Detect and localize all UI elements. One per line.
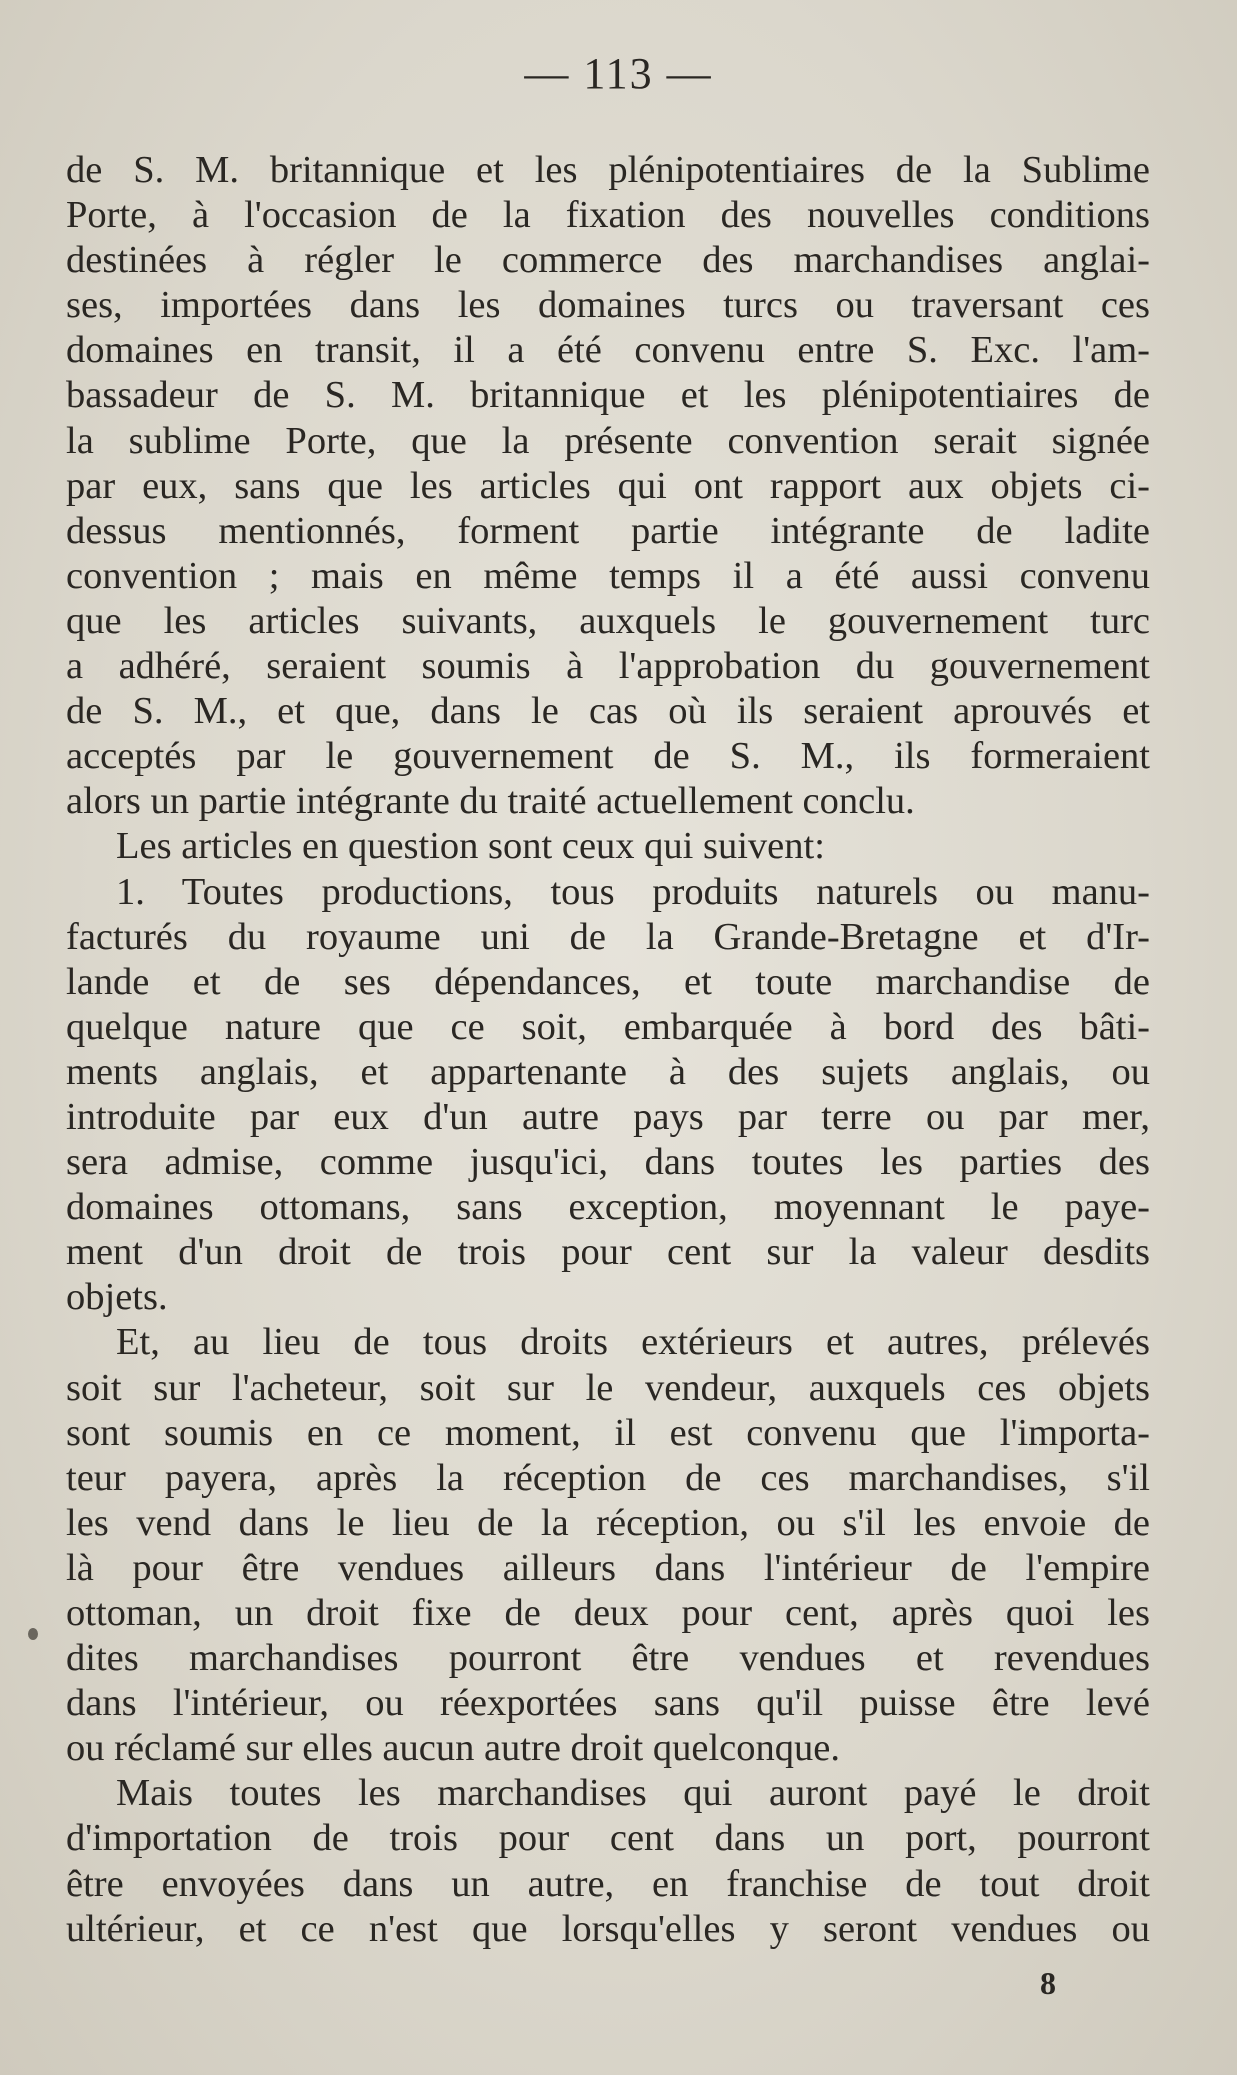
text-line: ou réclamé sur elles aucun autre droit quelconque. xyxy=(66,1727,840,1770)
text-line: que les articles suivants, auxquels le gouvernement turc xyxy=(66,599,1150,642)
text-line: ottoman, un droit fixe de deux pour cent, après quoi les xyxy=(66,1592,1150,1634)
page-number: — 113 — xyxy=(524,49,713,98)
text-line: lande et de ses dépendances, et toute marchandise de xyxy=(66,960,1150,1003)
text-line: par eux, sans que les articles qui ont rapport aux objets ci- xyxy=(66,464,1150,507)
text-line: objets. xyxy=(66,1276,168,1319)
text-line: ment d'un droit de trois pour cent sur la valeur desdits xyxy=(66,1231,1150,1274)
text-line: destinées à régler le commerce des marchandises anglai- xyxy=(66,239,1150,282)
signature-mark: 8 xyxy=(1040,1965,1056,2001)
ink-spot xyxy=(28,1628,38,1640)
text-line: de S. M., et que, dans le cas où ils seraient aprouvés et xyxy=(66,690,1150,733)
text-line: ses, importées dans les domaines turcs ou traversant ces xyxy=(66,284,1150,327)
text-line: sont soumis en ce moment, il est convenu que l'importa- xyxy=(66,1411,1150,1454)
text-line: ments anglais, et appartenante à des sujets anglais, ou xyxy=(66,1050,1150,1093)
text-line: acceptés par le gouvernement de S. M., ils formeraient xyxy=(66,735,1150,778)
text-line: Les articles en question sont ceux qui suivent: xyxy=(116,825,825,868)
text-line: dessus mentionnés, forment partie intégrante de ladite xyxy=(66,509,1150,552)
text-line: alors un partie intégrante du traité actuellement conclu. xyxy=(66,780,915,823)
text-line: Mais toutes les marchandises qui auront payé le droit xyxy=(116,1772,1150,1815)
text-line: Porte, à l'occasion de la fixation des nouvelles conditions xyxy=(66,194,1150,237)
text-line: dites marchandises pourront être vendues et revendues xyxy=(66,1637,1150,1680)
text-line: ultérieur, et ce n'est que lorsqu'elles y seront vendues ou xyxy=(66,1907,1150,1950)
text-line: teur payera, après la réception de ces marchandises, s'il xyxy=(66,1456,1150,1499)
text-line: là pour être vendues ailleurs dans l'intérieur de l'empire xyxy=(66,1546,1150,1589)
text-line: facturés du royaume uni de la Grande-Bretagne et d'Ir- xyxy=(66,915,1150,958)
text-line: bassadeur de S. M. britannique et les plénipotentiaires de xyxy=(66,374,1150,417)
text-line: sera admise, comme jusqu'ici, dans toutes les parties des xyxy=(66,1141,1150,1184)
body-text xyxy=(66,148,1150,1952)
text-line: les vend dans le lieu de la réception, ou s'il les envoie de xyxy=(66,1501,1150,1544)
text-line: dans l'intérieur, ou réexportées sans qu'il puisse être levé xyxy=(66,1682,1150,1725)
text-line: domaines en transit, il a été convenu entre S. Exc. l'am- xyxy=(66,329,1150,372)
text-line: Et, au lieu de tous droits extérieurs et autres, prélevés xyxy=(116,1321,1150,1364)
text-line: introduite par eux d'un autre pays par terre ou par mer, xyxy=(66,1095,1150,1138)
text-line: d'importation de trois pour cent dans un port, pourront xyxy=(66,1817,1150,1860)
text-line: de S. M. britannique et les plénipotentiaires de la Sublime xyxy=(66,149,1150,191)
text-line: domaines ottomans, sans exception, moyennant le paye- xyxy=(66,1186,1150,1229)
text-line: quelque nature que ce soit, embarquée à bord des bâti- xyxy=(66,1005,1150,1048)
text-line: la sublime Porte, que la présente convention serait signée xyxy=(66,419,1150,462)
text-line: a adhéré, seraient soumis à l'approbation du gouvernement xyxy=(66,645,1150,688)
text-line: 1. Toutes productions, tous produits naturels ou manu- xyxy=(116,870,1150,913)
text-line: soit sur l'acheteur, soit sur le vendeur, auxquels ces objets xyxy=(66,1366,1150,1409)
text-line: convention ; mais en même temps il a été aussi convenu xyxy=(66,554,1150,597)
text-line: être envoyées dans un autre, en franchise de tout droit xyxy=(66,1862,1150,1905)
